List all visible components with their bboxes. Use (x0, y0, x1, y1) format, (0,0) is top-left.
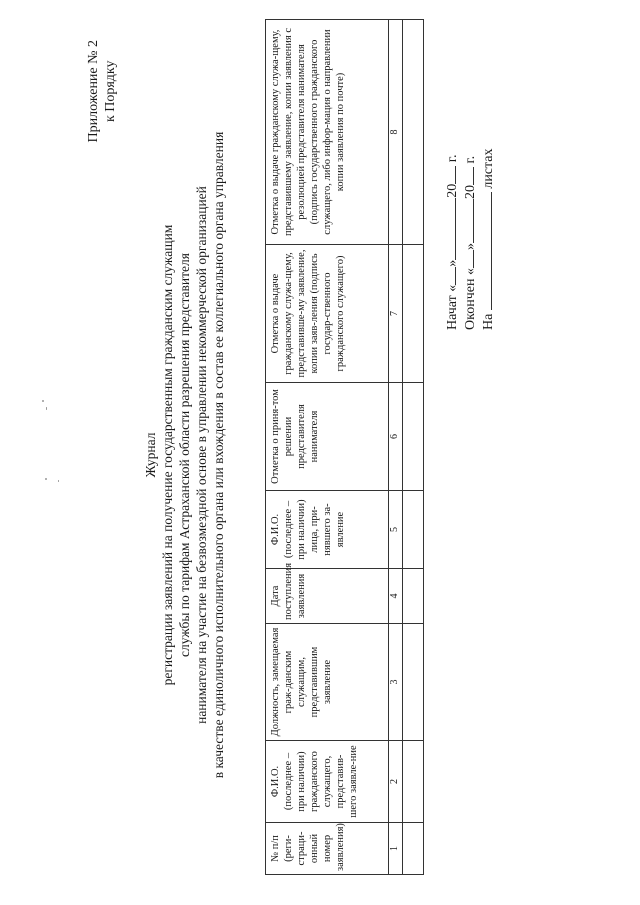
month-blank (461, 199, 474, 243)
started-mid: » (445, 259, 460, 267)
column-number-4: 4 (389, 569, 403, 624)
empty-cell (403, 20, 424, 245)
day-blank (461, 250, 474, 268)
header-cell-2: Ф.И.О. (последнее – при наличии) гражданского служащего, представив-шего заявле-ние (266, 741, 389, 823)
started-suffix: г. (445, 154, 460, 163)
ended-suffix: г. (463, 155, 478, 164)
header-cell-8: Отметка о выдаче гражданскому служа-щему, представившему заявление, копии заявления с резолюцией представителя нанимателя (подпись государственного гражданского служащего, либо инфор-мация о направлении копии заявления по почте) (266, 20, 389, 245)
title-line-4: в качестве единоличного исполнительного органа или вхождения в состав ее коллегиального органа управления (211, 131, 226, 779)
number-row (389, 20, 403, 875)
sheets-blank (479, 192, 492, 310)
journal-table (265, 19, 424, 875)
empty-cell (403, 823, 424, 875)
sheets-prefix: На (481, 313, 496, 330)
started-year: 20 (445, 183, 460, 198)
ended-line (461, 148, 479, 330)
empty-cell (403, 383, 424, 491)
ended-mid: » (463, 243, 478, 251)
journal-footer (443, 148, 497, 330)
started-prefix: Начат « (445, 284, 460, 330)
header-cell-5: Ф.И.О. (последнее – при наличии) лица, при-нявшего за-явление (266, 491, 389, 569)
scan-speck (58, 480, 59, 482)
title-heading: Журнал (143, 432, 158, 478)
sheets-suffix: листах (481, 148, 496, 189)
empty-cell (403, 491, 424, 569)
header-row (266, 20, 389, 875)
year-blank (461, 167, 474, 185)
header-cell-1: № п/п (реги-страци-онный номер заявления) (266, 823, 389, 875)
title-line-3: нанимателя на участие на безвозмездной основе в управлении некоммерческой организацией (194, 186, 209, 724)
ended-year: 20 (463, 185, 478, 200)
column-number-1: 1 (389, 823, 403, 875)
started-line (443, 148, 461, 330)
table-row (403, 20, 424, 875)
header-cell-7: Отметка о выдаче гражданскому служа-щему, представивше-му заявление, копии заяв-ления (подпись государ-ственного гражданского служащего) (266, 245, 389, 383)
scan-speck (42, 400, 44, 402)
scan-speck (46, 407, 47, 410)
empty-cell (403, 245, 424, 383)
empty-cell (403, 624, 424, 741)
empty-cell (403, 569, 424, 624)
sheets-line (479, 148, 497, 330)
journal-title (142, 105, 227, 805)
year-blank (443, 166, 456, 184)
title-line-1: регистрации заявлений на получение государственным гражданским служащим (160, 224, 175, 686)
annex-line-1: Приложение № 2 (86, 40, 101, 143)
annex-line-2: к Порядку (103, 60, 118, 123)
title-line-2: службы по тарифам Астраханской области разрешения представителя (177, 253, 192, 657)
ended-prefix: Окончен « (463, 268, 478, 330)
column-number-6: 6 (389, 383, 403, 491)
column-number-5: 5 (389, 491, 403, 569)
header-cell-6: Отметка о приня-том решении представителя нанимателя (266, 383, 389, 491)
column-number-7: 7 (389, 245, 403, 383)
day-blank (443, 267, 456, 285)
scan-speck (45, 478, 47, 480)
month-blank (443, 198, 456, 260)
header-cell-4: Дата поступления заявления (266, 569, 389, 624)
annex-note (85, 40, 119, 143)
header-cell-3: Должность, замещаемая граж-данским служащим, представившим заявление (266, 624, 389, 741)
column-number-3: 3 (389, 624, 403, 741)
column-number-8: 8 (389, 20, 403, 245)
empty-cell (403, 741, 424, 823)
column-number-2: 2 (389, 741, 403, 823)
